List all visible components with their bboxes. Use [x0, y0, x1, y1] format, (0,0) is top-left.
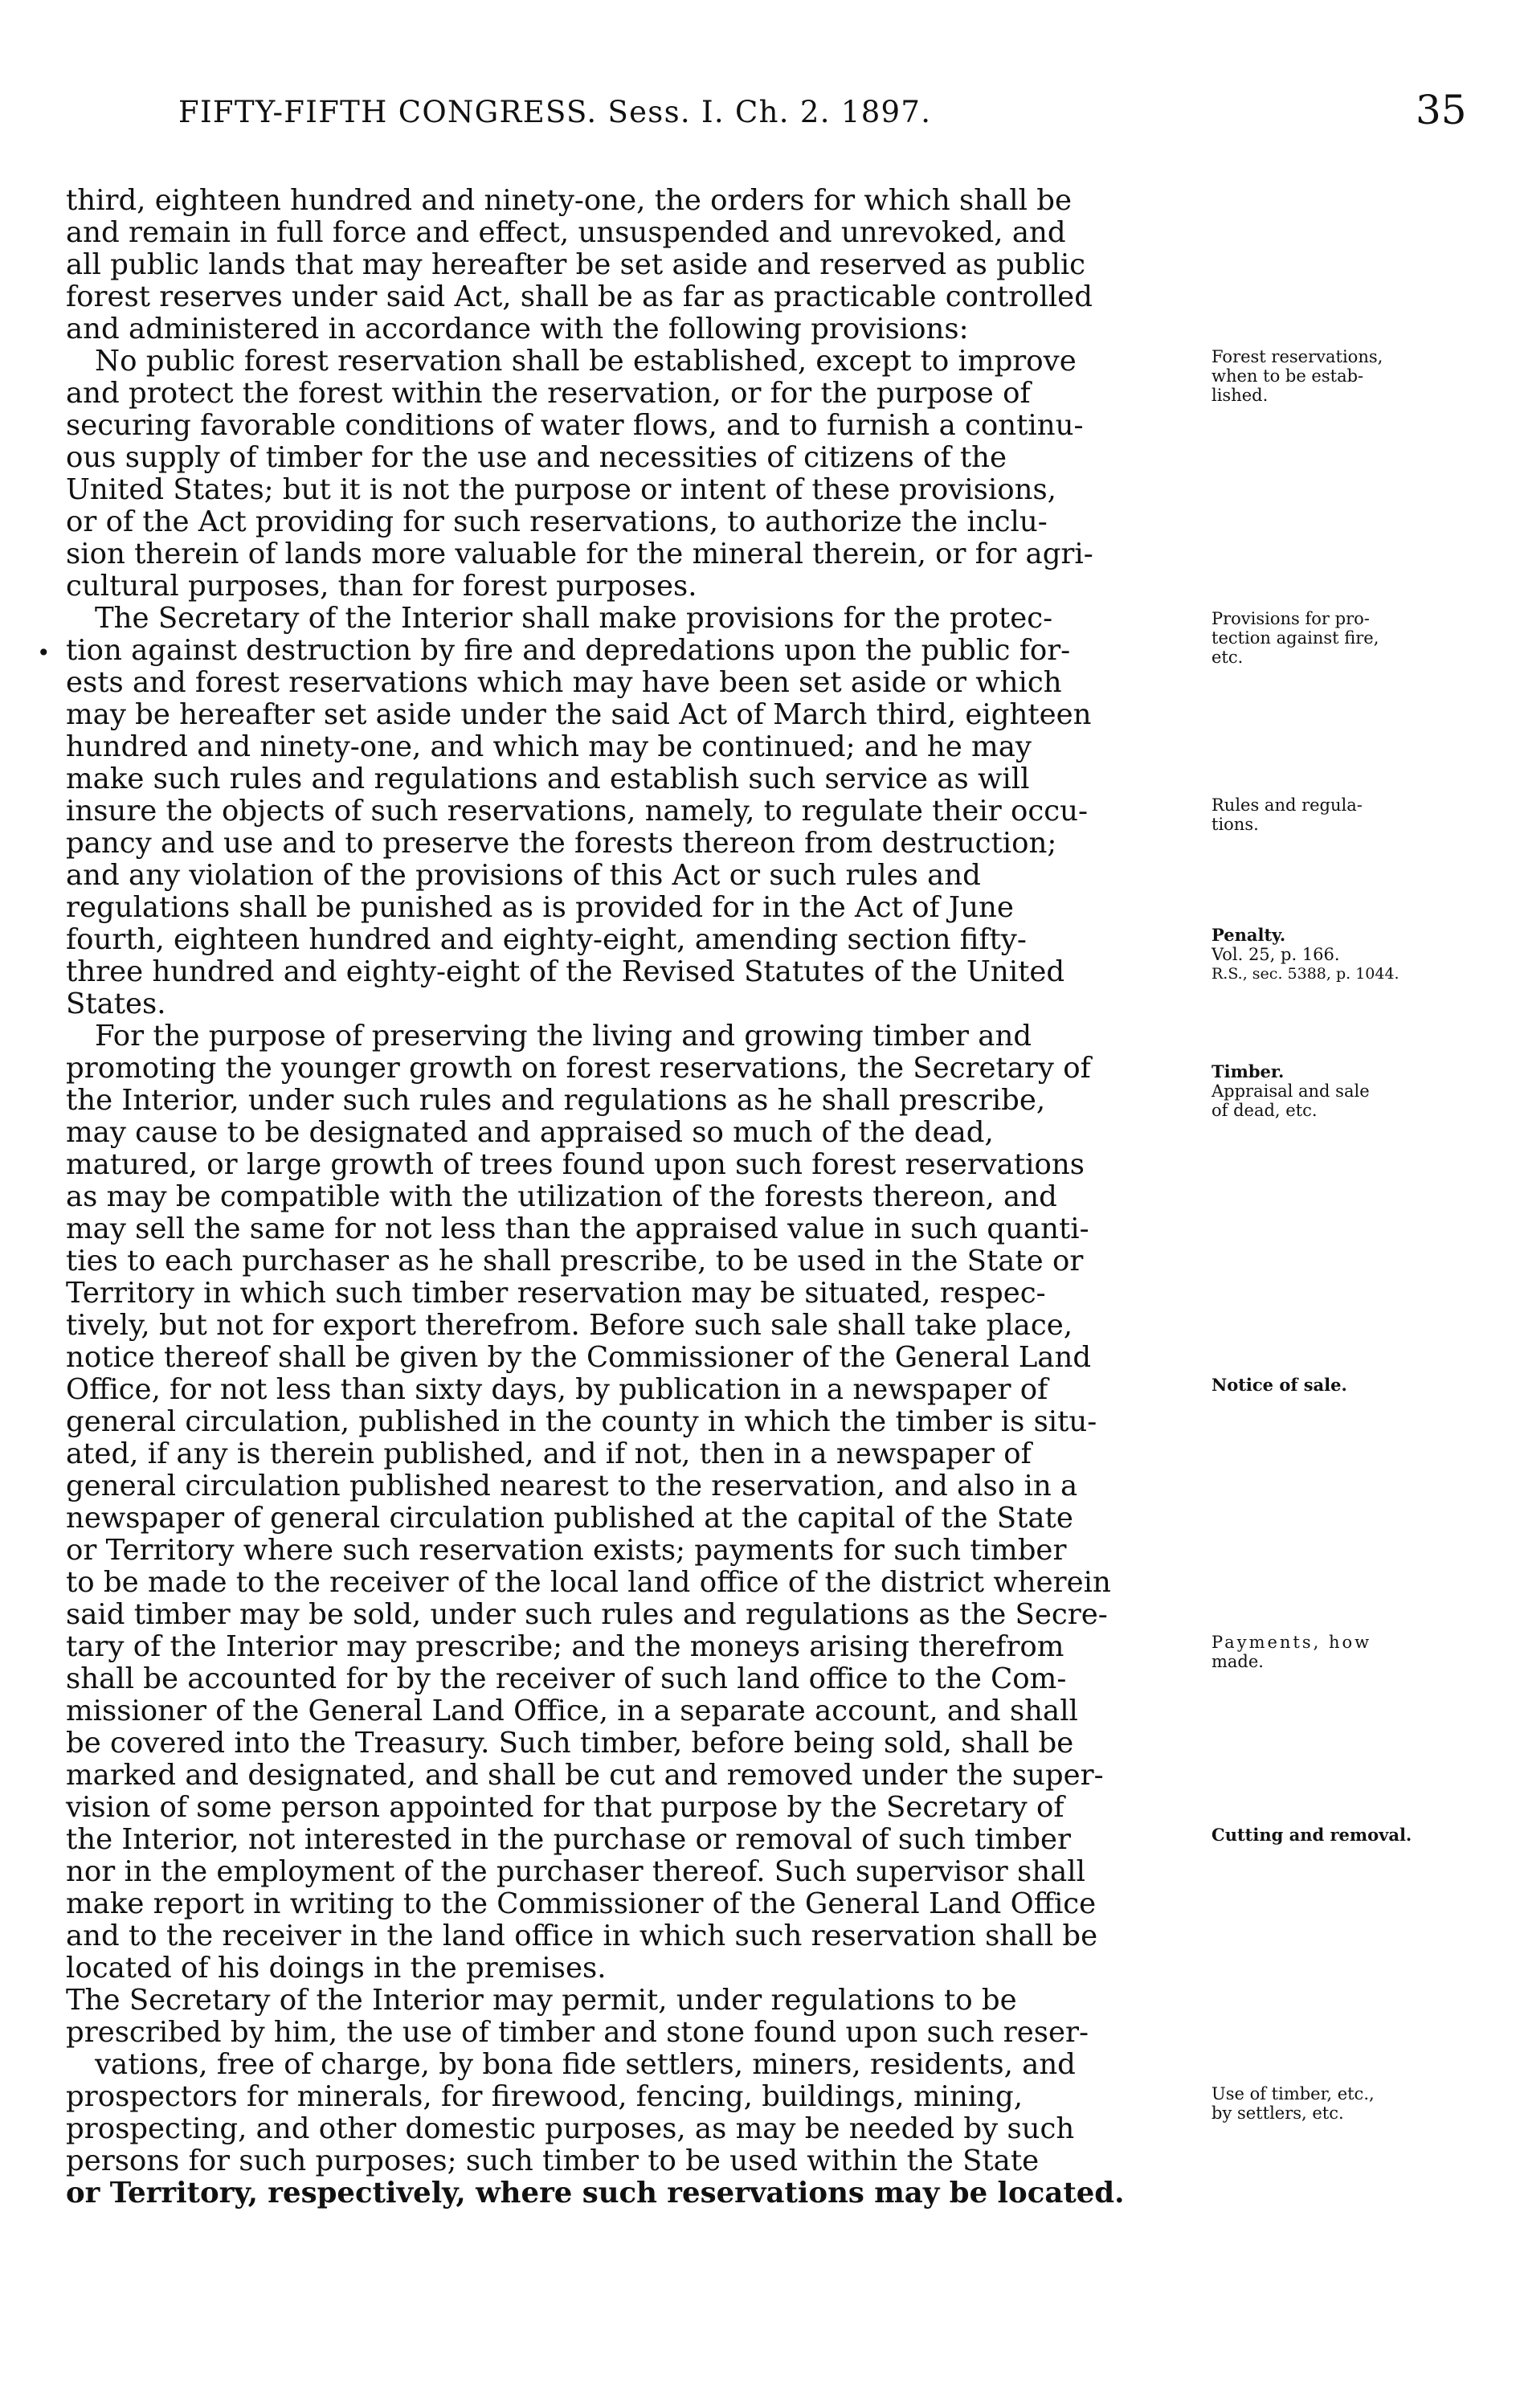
body-line: forest reserves under said Act, shall be as far as practicable controlled: [66, 280, 1093, 313]
side-note: made.: [1212, 1652, 1264, 1671]
body-line: said timber may be sold, under such rules and regulations as the Secre-: [66, 1598, 1108, 1631]
side-note: Timber.: [1212, 1061, 1285, 1081]
side-note: tection against fire,: [1212, 628, 1379, 648]
body-line: vations, free of charge, by bona fide settlers, miners, residents, and: [95, 2048, 1076, 2081]
body-line: and any violation of the provisions of this Act or such rules and: [66, 859, 981, 892]
body-line: prescribed by him, the use of timber and stone found upon such reser-: [66, 2016, 1089, 2049]
body-line: hundred and ninety-one, and which may be continued; and he may: [66, 730, 1032, 763]
body-line: regulations shall be punished as is provided for in the Act of June: [66, 891, 1014, 924]
body-line: notice thereof shall be given by the Commissioner of the General Land: [66, 1341, 1092, 1374]
body-line: the Interior, not interested in the purchase or removal of such timber: [66, 1823, 1071, 1856]
body-line: Office, for not less than sixty days, by publication in a newspaper of: [66, 1373, 1048, 1406]
body-line: States.: [66, 987, 166, 1020]
body-line: tary of the Interior may prescribe; and the moneys arising therefrom: [66, 1630, 1064, 1663]
body-line: newspaper of general circulation published at the capital of the State: [66, 1502, 1073, 1535]
side-note: Cutting and removal.: [1212, 1825, 1412, 1845]
side-note: Provisions for pro-: [1212, 609, 1370, 628]
body-line: matured, or large growth of trees found upon such forest reservations: [66, 1148, 1085, 1181]
side-note: by settlers, etc.: [1212, 2103, 1344, 2123]
side-note: Rules and regula-: [1212, 795, 1363, 815]
body-line: the Interior, under such rules and regulations as he shall prescribe,: [66, 1084, 1046, 1117]
side-note: tions.: [1212, 815, 1259, 834]
body-line: ties to each purchaser as he shall prescribe, to be used in the State or: [66, 1245, 1084, 1278]
side-note: Vol. 25, p. 166.: [1212, 945, 1340, 964]
body-line: and to the receiver in the land office in which such reservation shall be: [66, 1919, 1098, 1952]
side-note: lished.: [1212, 386, 1269, 405]
body-line: may cause to be designated and appraised so much of the dead,: [66, 1116, 994, 1149]
body-line: The Secretary of the Interior shall make provisions for the protec-: [95, 602, 1053, 635]
body-line: and protect the forest within the reservation, or for the purpose of: [66, 377, 1031, 410]
side-note: Payments, how: [1212, 1633, 1372, 1652]
side-note: Appraisal and sale: [1212, 1081, 1370, 1101]
body-line: three hundred and eighty-eight of the Revised Statutes of the United: [66, 955, 1065, 988]
body-line: general circulation, published in the county in which the timber is situ-: [66, 1405, 1097, 1438]
body-line: or of the Act providing for such reservations, to authorize the inclu-: [66, 505, 1048, 538]
body-line: may sell the same for not less than the appraised value in such quanti-: [66, 1212, 1089, 1245]
body-line: be covered into the Treasury. Such timber, before being sold, shall be: [66, 1727, 1074, 1760]
body-line: or Territory, respectively, where such reservations may be located.: [66, 2177, 1125, 2210]
side-note: etc.: [1212, 648, 1244, 667]
body-line: The Secretary of the Interior may permit, under regulations to be: [66, 1984, 1017, 2017]
body-line: ests and forest reservations which may have been set aside or which: [66, 666, 1062, 699]
body-line: marked and designated, and shall be cut and removed under the super-: [66, 1759, 1104, 1792]
body-line: ated, if any is therein published, and if not, then in a newspaper of: [66, 1437, 1032, 1470]
body-line: For the purpose of preserving the living and growing timber and: [95, 1020, 1032, 1053]
body-line: all public lands that may hereafter be set aside and reserved as public: [66, 248, 1086, 281]
body-line: or Territory where such reservation exists; payments for such timber: [66, 1534, 1067, 1567]
page-number: 35: [1416, 87, 1467, 133]
body-line: located of his doings in the premises.: [66, 1952, 607, 1985]
side-note: of dead, etc.: [1212, 1101, 1318, 1120]
body-line: securing favorable conditions of water flows, and to furnish a continu-: [66, 409, 1084, 442]
body-line: and remain in full force and effect, unsuspended and unrevoked, and: [66, 216, 1066, 249]
side-note: Notice of sale.: [1212, 1375, 1347, 1395]
body-line: No public forest reservation shall be established, except to improve: [95, 345, 1077, 378]
body-line: shall be accounted for by the receiver of such land office to the Com-: [66, 1662, 1067, 1695]
body-line: may be hereafter set aside under the said Act of March third, eighteen: [66, 698, 1092, 731]
body-line: general circulation published nearest to the reservation, and also in a: [66, 1470, 1078, 1502]
body-line: insure the objects of such reservations, namely, to regulate their occu-: [66, 795, 1088, 828]
body-line: prospectors for minerals, for firewood, fencing, buildings, mining,: [66, 2080, 1024, 2113]
body-line: tion against destruction by fire and depredations upon the public for-: [66, 634, 1071, 667]
body-line: ous supply of timber for the use and necessities of citizens of the: [66, 441, 1007, 474]
body-line: cultural purposes, than for forest purposes.: [66, 570, 697, 603]
body-line: to be made to the receiver of the local land office of the district wherein: [66, 1566, 1111, 1599]
side-note: Forest reservations,: [1212, 347, 1383, 366]
body-line: and administered in accordance with the following provisions:: [66, 313, 969, 345]
body-line: persons for such purposes; such timber to be used within the State: [66, 2144, 1040, 2177]
side-note: Use of timber, etc.,: [1212, 2084, 1375, 2103]
body-line: make report in writing to the Commissioner of the General Land Office: [66, 1887, 1097, 1920]
margin-bullet: •: [37, 640, 51, 666]
body-line: missioner of the General Land Office, in a separate account, and shall: [66, 1695, 1078, 1727]
body-line: United States; but it is not the purpose or intent of these provisions,: [66, 473, 1056, 506]
body-line: pancy and use and to preserve the forests thereon from destruction;: [66, 827, 1057, 860]
body-line: tively, but not for export therefrom. Before such sale shall take place,: [66, 1309, 1073, 1342]
side-note: R.S., sec. 5388, p. 1044.: [1212, 965, 1399, 983]
body-line: make such rules and regulations and establish such service as will: [66, 762, 1030, 795]
body-line: as may be compatible with the utilization of the forests thereon, and: [66, 1180, 1057, 1213]
body-line: nor in the employment of the purchaser thereof. Such supervisor shall: [66, 1855, 1085, 1888]
side-note: Penalty.: [1212, 925, 1286, 945]
body-line: promoting the younger growth on forest reservations, the Secretary of: [66, 1052, 1091, 1085]
side-note: when to be estab-: [1212, 366, 1364, 386]
body-line: prospecting, and other domestic purposes, as may be needed by such: [66, 2112, 1075, 2145]
body-line: vision of some person appointed for that purpose by the Secretary of: [66, 1791, 1064, 1824]
body-line: third, eighteen hundred and ninety-one, the orders for which shall be: [66, 184, 1073, 217]
body-line: fourth, eighteen hundred and eighty-eight, amending section fifty-: [66, 923, 1027, 956]
running-head: FIFTY-FIFTH CONGRESS. Sess. I. Ch. 2. 1897.: [178, 95, 932, 129]
body-line: Territory in which such timber reservation may be situated, respec-: [66, 1277, 1046, 1310]
body-line: sion therein of lands more valuable for the mineral therein, or for agri-: [66, 538, 1093, 570]
